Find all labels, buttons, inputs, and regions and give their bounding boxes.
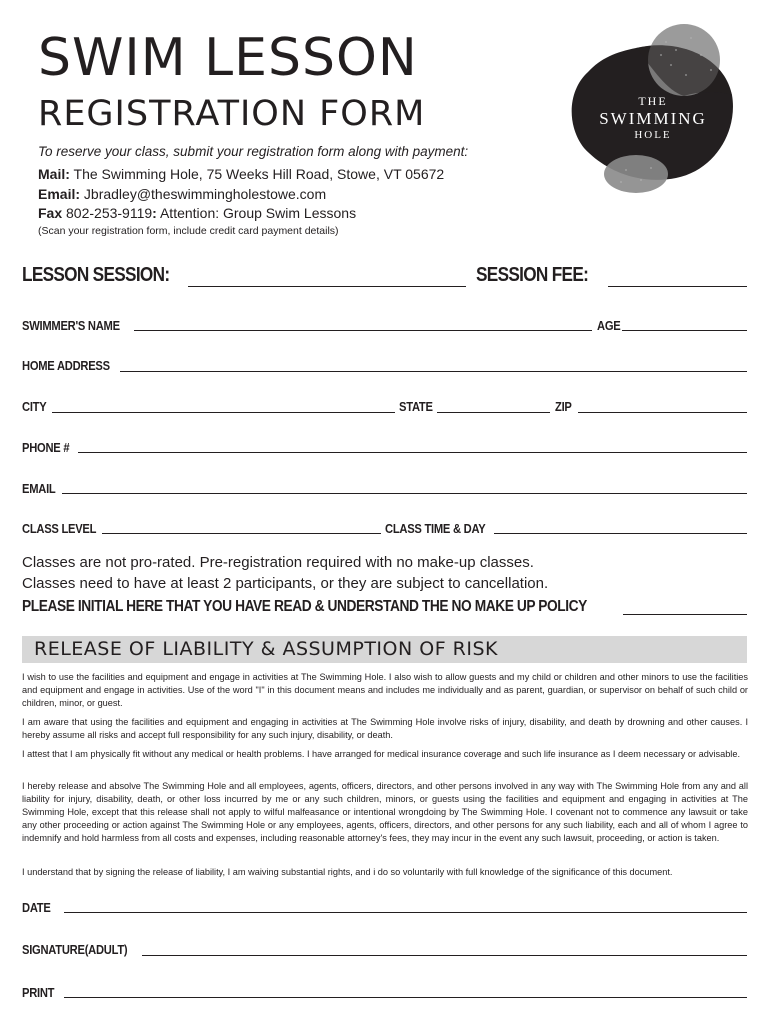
release-paragraph-3: I attest that I am physically fit without any medical or health problems. I have arranged for medical insurance coverage and such life insurance as I deem necessary or advisable. xyxy=(22,749,741,759)
phone-field[interactable] xyxy=(78,452,747,453)
logo-text-swimming: SWIMMING xyxy=(599,109,707,128)
policy-note-1: Classes are not pro-rated. Pre-registration required with no make-up classes. xyxy=(22,554,534,571)
fax-attention: Attention: Group Swim Lessons xyxy=(159,205,357,221)
release-heading: RELEASE OF LIABILITY & ASSUMPTION OF RISK xyxy=(34,638,498,660)
lesson-session-label: LESSON SESSION: xyxy=(22,264,170,286)
mail-line xyxy=(38,166,444,182)
email-label: Email: xyxy=(38,186,81,202)
fax-label: Fax xyxy=(38,205,63,221)
print-label: PRINT xyxy=(22,985,55,1000)
swimmer-name-field[interactable] xyxy=(134,330,592,331)
release-paragraph-4: I hereby release and absolve The Swimming Hole and all employees, agents, officers, directors, and other persons involved in any way with The Swimming Hole from any and all liability for injury, disability, death, or other loss incurred by me or any such children, minors, or guests using the facilities and equipment and engaging in activities at The Swimming Hole, except that this release shall not apply to wilful malfeasance or intentional wrongdoing by The Swimming Hole. I covenant not to commence any lawsuit or take any other proceeding or action against The Swimming Hole or any employees, agents, officers, directors, and other persons for any such liability, each and all of whom I agree to indemnify and hold harmless from all costs and expenses, including reasonable attorney's fees, they may incur in the event any such lawsuit, proceeding, or action is taken. xyxy=(22,781,748,843)
zip-label: ZIP xyxy=(555,399,572,414)
swimmer-name-label: SWIMMER'S NAME xyxy=(22,318,120,333)
session-fee-label: SESSION FEE: xyxy=(476,264,589,286)
state-field[interactable] xyxy=(437,412,550,413)
logo-text-hole: HOLE xyxy=(634,129,672,141)
phone-label: PHONE # xyxy=(22,440,70,455)
mail-address: The Swimming Hole, 75 Weeks Hill Road, Stowe, VT 05672 xyxy=(73,166,445,182)
email-label-field: EMAIL xyxy=(22,481,56,496)
home-address-field[interactable] xyxy=(120,371,747,372)
signature-field[interactable] xyxy=(142,955,747,956)
date-field[interactable] xyxy=(64,912,747,913)
release-paragraph-2: I am aware that using the facilities and equipment and engaging in activities at The Swimming Hole involve risks of injury, disability, and death by drowning and other causes. I hereby assume all risks and accept full responsibility for any such injury, disability, or death. xyxy=(22,717,748,740)
logo-text-the: THE xyxy=(638,94,668,108)
initial-policy-label: PLEASE INITIAL HERE THAT YOU HAVE READ & UNDERSTAND THE NO MAKE UP POLICY xyxy=(22,598,587,615)
instructions-text: To reserve your class, submit your registration form along with payment: xyxy=(38,144,469,159)
signature-label: SIGNATURE(ADULT) xyxy=(22,942,128,957)
policy-note-2: Classes need to have at least 2 participants, or they are subject to cancellation. xyxy=(22,575,549,592)
home-address-label: HOME ADDRESS xyxy=(22,358,110,373)
class-time-label: CLASS TIME & DAY xyxy=(385,521,486,536)
scan-note: (Scan your registration form, include credit card payment details) xyxy=(38,225,339,237)
date-label: DATE xyxy=(22,900,51,915)
city-field[interactable] xyxy=(52,412,395,413)
age-field[interactable] xyxy=(622,330,747,331)
email-address: Jbradley@theswimmingholestowe.com xyxy=(83,186,327,202)
form-title-line1: SWIM LESSON xyxy=(38,28,418,88)
form-title-line2: REGISTRATION FORM xyxy=(38,94,426,134)
fax-separator: : xyxy=(152,205,157,221)
print-field[interactable] xyxy=(64,997,747,998)
fax-line xyxy=(38,205,356,221)
session-fee-field[interactable] xyxy=(608,286,747,287)
email-field[interactable] xyxy=(62,493,747,494)
fax-number: 802-253-9119 xyxy=(66,205,153,221)
initial-field[interactable] xyxy=(623,614,747,615)
class-time-field[interactable] xyxy=(494,533,747,534)
release-paragraph-5: I understand that by signing the release of liability, I am waiving substantial rights, and i do so voluntarily with full knowledge of the significance of this document. xyxy=(22,867,673,877)
email-line xyxy=(38,186,326,202)
age-label: AGE xyxy=(597,318,621,333)
class-level-field[interactable] xyxy=(102,533,381,534)
state-label: STATE xyxy=(399,399,433,414)
class-level-label: CLASS LEVEL xyxy=(22,521,97,536)
lesson-session-field[interactable] xyxy=(188,286,466,287)
release-paragraph-1: I wish to use the facilities and equipment and engage in activities at The Swimming Hole. I also wish to allow guests and my child or children and other minors to use the facilities and equipment and engage in activities. Use of the word "I" in this document means and includes me individually and as parent, guardian, or supervisor on behalf of such child or children, minor, or guest. xyxy=(22,672,748,708)
zip-field[interactable] xyxy=(578,412,747,413)
mail-label: Mail: xyxy=(38,166,70,182)
city-label: CITY xyxy=(22,399,47,414)
